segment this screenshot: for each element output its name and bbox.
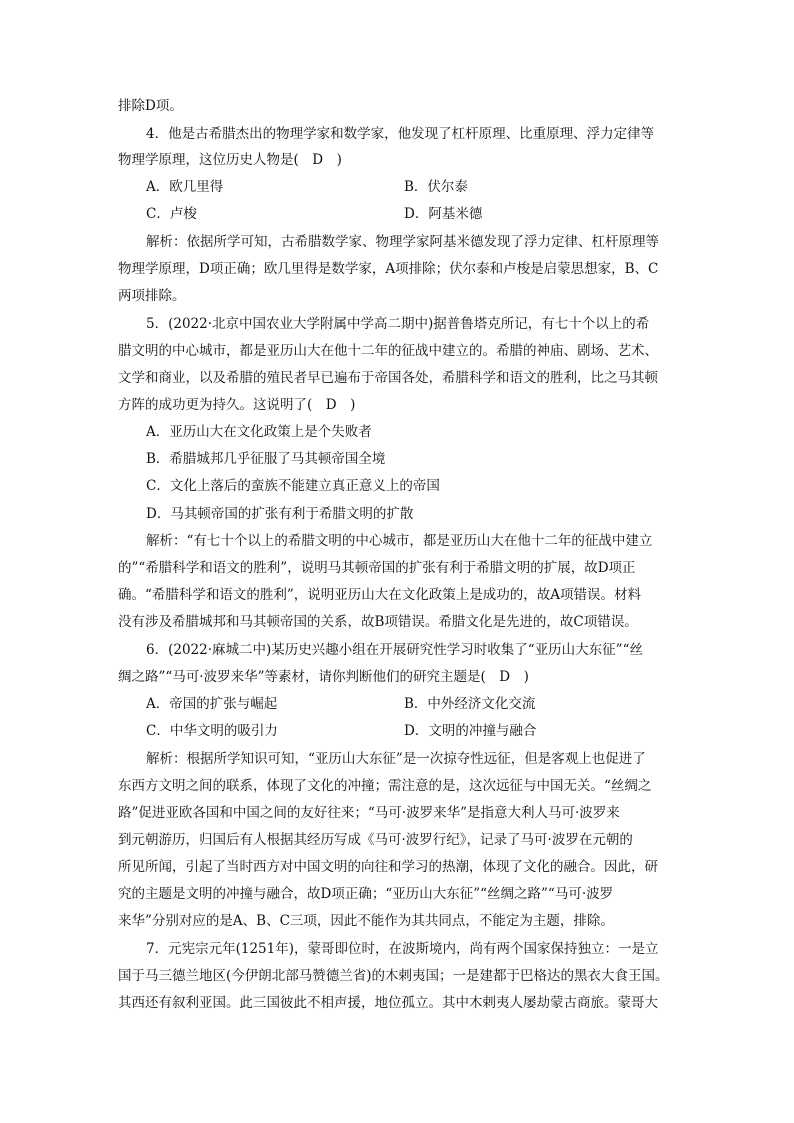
text-line: 绸之路”“马可·波罗来华”等素材，请你判断他们的研究主题是( D ) [118, 669, 529, 685]
text-line: 腊文明的中心城市，都是亚历山大在他十二年的征战中建立的。希腊的神庙、剧场、艺术、 [118, 343, 658, 359]
text-line: 物理学原理，这位历史人物是( D ) [118, 152, 342, 168]
text-line: 两项排除。 [118, 288, 186, 304]
option-c: C．文化上落后的蛮族不能建立真正意义上的帝国 [146, 478, 440, 494]
question-5-stem: 5．(2022·北京中国农业大学附属中学高二期中)据普鲁塔克所记，有七十个以上的希 [146, 316, 650, 332]
analysis-4: 解析：依据所学可知，古希腊数学家、物理学家阿基米德发现了浮力定律、杠杆原理等 [146, 234, 659, 250]
option-d: D．文明的冲撞与融合 [404, 723, 537, 739]
text-line: 到元朝游历，归国后有人根据其经历写成《马可·波罗行纪》，记录了马可·波罗在元朝的 [118, 832, 633, 848]
text-line: 东西方文明之间的联系，体现了文化的冲撞；需注意的是，这次远征与中国无关。“丝绸之 [118, 778, 652, 794]
text-line: 其西还有叙利亚国。此三国彼此不相声援，地位孤立。其中木剌夷人屡劫蒙古商旅。蒙哥大 [118, 995, 658, 1011]
text-line: 究的主题是文明的冲撞与融合，故D项正确；“亚历山大东征”“丝绸之路”“马可·波罗 [118, 886, 614, 902]
question-4-stem: 4．他是古希腊杰出的物理学家和数学家，他发现了杠杆原理、比重原理、浮力定律等 [146, 126, 655, 142]
question-6-stem: 6．(2022·麻城二中)某历史兴趣小组在开展研究性学习时收集了“亚历山大东征”“丝 [146, 642, 643, 658]
text-line: 的”“希腊科学和语文的胜利”，说明马其顿帝国的扩张有利于希腊文明的扩展，故D项正 [118, 560, 636, 576]
text-line: 没有涉及希腊城邦和马其顿帝国的关系，故B项错误。希腊文化是先进的，故C项错误。 [118, 614, 638, 630]
option-c: C．中华文明的吸引力 [146, 723, 278, 739]
text-line: 国于马三德兰地区(今伊朗北部马赞德兰省)的木剌夷国；一是建都于巴格达的黑衣大食王国。 [118, 968, 669, 984]
option-c: C．卢梭 [146, 206, 197, 222]
option-b: B．中外经济文化交流 [404, 696, 536, 712]
question-7-stem: 7．元宪宗元年(1251年)，蒙哥即位时，在波斯境内，尚有两个国家保持独立：一是立 [146, 941, 659, 957]
option-b: B．希腊城邦几乎征服了马其顿帝国全境 [146, 451, 386, 467]
text-line: 文学和商业，以及希腊的殖民者早已遍布于帝国各处，希腊科学和语文的胜利，比之马其顿 [118, 370, 658, 386]
text-line: 方阵的成功更为持久。这说明了( D ) [118, 397, 356, 413]
option-d: D．阿基米德 [404, 206, 483, 222]
option-a: A．欧几里得 [146, 179, 224, 195]
text-line: 确。“希腊科学和语文的胜利”，说明亚历山大在文化政策上是成功的，故A项错误。材料 [118, 587, 642, 603]
option-d: D．马其顿帝国的扩张有利于希腊文明的扩散 [146, 506, 414, 522]
text-line: 来华”分别对应的是A、B、C三项，因此不能作为其共同点，不能定为主题，排除。 [118, 913, 614, 929]
analysis-5: 解析：“有七十个以上的希腊文明的中心城市，都是亚历山大在他十二年的征战中建立 [146, 533, 653, 549]
analysis-6: 解析：根据所学知识可知，“亚历山大东征”是一次掠夺性远征，但是客观上也促进了 [146, 751, 646, 767]
option-a: A．帝国的扩张与崛起 [146, 696, 278, 712]
text-line: 物理学原理，D项正确；欧几里得是数学家，A项排除；伏尔泰和卢梭是启蒙思想家，B、C [118, 261, 659, 277]
option-a: A．亚历山大在文化政策上是个失败者 [146, 424, 372, 440]
text-line: 路”促进亚欧各国和中国之间的友好往来；“马可·波罗来华”是指意大利人马可·波罗来 [118, 805, 620, 821]
text-line: 排除D项。 [118, 98, 183, 114]
text-line: 所见所闻，引起了当时西方对中国文明的向往和学习的热潮，体现了文化的融合。因此，研 [118, 859, 658, 875]
option-b: B．伏尔泰 [404, 179, 468, 195]
